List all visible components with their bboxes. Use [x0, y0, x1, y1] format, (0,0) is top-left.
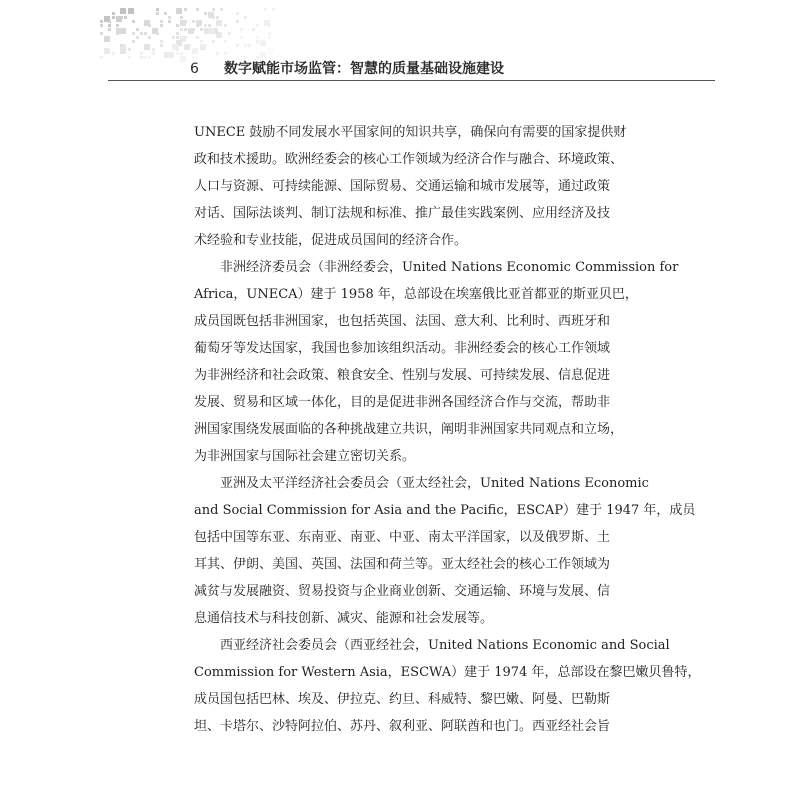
decoration-block: [124, 16, 127, 19]
page-number: 6: [190, 61, 199, 77]
text-line: 西亚经济社会委员会（西亚经社会，United Nations Economic and Social: [220, 638, 670, 653]
text-line: 对话、国际法谈判、制订法规和标准、推广最佳实践案例、应用经济及技: [194, 206, 611, 221]
decoration-block: [108, 28, 111, 31]
decoration-block: [116, 28, 122, 34]
decoration-block: [108, 24, 111, 27]
decoration-block: [224, 24, 227, 27]
decoration-block: [236, 44, 239, 47]
decoration-block: [256, 24, 259, 27]
text-line: 为非洲经济和社会政策、粮食安全、性别与发展、可持续发展、信息促进: [194, 368, 611, 383]
decoration-block: [160, 44, 163, 47]
running-title: 数字赋能市场监管：智慧的质量基础设施建设: [224, 61, 504, 77]
decoration-block: [196, 8, 199, 11]
decoration-block: [140, 56, 143, 59]
decoration-block: [200, 28, 203, 31]
decoration-block: [236, 12, 239, 15]
decoration-block: [196, 36, 199, 39]
decoration-block: [256, 40, 259, 43]
decoration-block: [228, 32, 231, 35]
decoration-block: [272, 8, 275, 11]
decoration-block: [136, 36, 139, 39]
decoration-block: [120, 44, 123, 47]
decoration-block: [100, 32, 103, 35]
text-line: 葡萄牙等发达国家，我国也参加该组织活动。非洲经委会的核心工作领域: [194, 341, 611, 356]
decoration-block: [108, 20, 111, 23]
decoration-block: [188, 28, 194, 34]
decoration-block: [144, 44, 150, 50]
decoration-block: [224, 40, 227, 43]
text-line: 耳其、伊朗、美国、英国、法国和荷兰等。亚太经社会的核心工作领域为: [194, 557, 611, 572]
decoration-block: [180, 28, 183, 31]
decoration-block: [140, 52, 143, 55]
text-line: 发展、贸易和区域一体化，目的是促进非洲各国经济合作与交流，帮助非: [194, 395, 611, 410]
text-line: 减贫与发展融资、贸易投资与企业商业创新、交通运输、环境与发展、信: [194, 584, 611, 599]
decoration-block: [128, 48, 131, 51]
decoration-block: [224, 52, 227, 55]
text-line: 成员国既包括非洲国家，也包括英国、法国、意大利、比利时、西班牙和: [194, 314, 611, 329]
running-header: [190, 58, 504, 80]
text-line: UNECE 鼓励不同发展水平国家间的知识共享，确保向有需要的国家提供财: [194, 125, 627, 140]
decoration-block: [236, 20, 239, 23]
text-line: and Social Commission for Asia and the Pacific，ESCAP）建于 1947 年，成员: [194, 503, 696, 518]
decoration-block: [156, 12, 159, 15]
decoration-block: [260, 40, 266, 46]
decoration-block: [244, 16, 247, 19]
decoration-block: [216, 20, 222, 26]
decoration-block: [168, 20, 171, 23]
decoration-block: [156, 8, 159, 11]
decoration-block: [180, 20, 186, 26]
decoration-block: [148, 36, 151, 39]
decoration-block: [144, 56, 147, 59]
text-line: 非洲经济委员会（非洲经委会，United Nations Economic Commission for: [220, 260, 679, 275]
text-line: 坦、卡塔尔、沙特阿拉伯、苏丹、叙利亚、阿联酋和也门。西亚经社会旨: [194, 719, 611, 734]
header-decoration-pattern: [100, 8, 280, 60]
paragraph-3: [194, 470, 696, 632]
decoration-block: [100, 56, 103, 59]
decoration-block: [268, 36, 271, 39]
decoration-block: [212, 40, 215, 43]
decoration-block: [100, 20, 103, 23]
decoration-block: [196, 20, 202, 26]
decoration-block: [132, 32, 135, 35]
decoration-block: [208, 24, 211, 27]
decoration-block: [216, 52, 219, 55]
decoration-block: [184, 8, 187, 11]
decoration-block: [136, 28, 139, 31]
decoration-block: [184, 28, 187, 31]
decoration-block: [216, 16, 219, 19]
decoration-block: [252, 28, 255, 31]
text-line: 息通信技术与科技创新、减灾、能源和社会发展等。: [194, 611, 494, 626]
decoration-block: [148, 24, 151, 27]
decoration-block: [104, 48, 110, 54]
text-line: 洲国家围绕发展面临的各种挑战建立共识，阐明非洲国家共同观点和立场，: [194, 422, 624, 437]
decoration-block: [268, 52, 271, 55]
decoration-block: [116, 16, 122, 22]
decoration-block: [156, 32, 159, 35]
decoration-block: [160, 24, 163, 27]
decoration-block: [104, 36, 110, 42]
decoration-block: [160, 20, 163, 23]
decoration-block: [132, 20, 135, 23]
decoration-block: [164, 12, 167, 15]
decoration-block: [168, 16, 171, 19]
decoration-block: [200, 44, 206, 50]
decoration-block: [264, 8, 267, 11]
decoration-block: [120, 48, 126, 54]
decoration-block: [176, 52, 179, 55]
decoration-block: [176, 36, 179, 39]
decoration-block: [176, 32, 179, 35]
header-rule: [108, 80, 715, 81]
decoration-block: [116, 24, 119, 27]
text-line: 术经验和专业技能，促进成员国间的经济合作。: [194, 233, 468, 248]
text-line: Africa，UNECA）建于 1958 年，总部设在埃塞俄比亚首都亚的斯亚贝巴，: [194, 287, 638, 302]
decoration-block: [172, 36, 175, 39]
decoration-block: [128, 8, 134, 14]
text-line: 亚洲及太平洋经济社会委员会（亚太经社会，United Nations Economic: [220, 476, 649, 491]
paragraph-1: [194, 119, 627, 254]
decoration-block: [248, 44, 251, 47]
decoration-block: [180, 16, 183, 19]
decoration-block: [192, 48, 198, 54]
decoration-block: [204, 12, 207, 15]
decoration-block: [172, 44, 178, 50]
decoration-block: [256, 36, 259, 39]
decoration-block: [112, 52, 115, 55]
decoration-block: [152, 52, 155, 55]
decoration-block: [120, 8, 126, 14]
decoration-block: [268, 32, 271, 35]
decoration-block: [240, 36, 243, 39]
decoration-block: [244, 44, 247, 47]
decoration-block: [240, 28, 243, 31]
paragraph-4: [194, 632, 701, 740]
body-text: [194, 119, 701, 740]
decoration-block: [176, 24, 179, 27]
text-line: 人口与资源、可持续能源、国际贸易、交通运输和城市发展等，通过政策: [194, 179, 611, 194]
decoration-block: [128, 56, 131, 59]
text-line: Commission for Western Asia，ESCWA）建于 1974 年，总部设在黎巴嫩贝鲁特，: [194, 665, 701, 680]
decoration-block: [112, 16, 115, 19]
decoration-block: [140, 32, 143, 35]
decoration-block: [176, 8, 182, 14]
decoration-block: [152, 48, 155, 51]
decoration-block: [112, 12, 115, 15]
paragraph-2: [194, 254, 679, 470]
decoration-block: [208, 28, 214, 34]
decoration-block: [212, 8, 215, 11]
decoration-block: [168, 52, 174, 58]
decoration-block: [204, 24, 207, 27]
decoration-block: [264, 20, 270, 26]
text-line: 包括中国等东亚、东南亚、南亚、中亚、南太平洋国家，以及俄罗斯、土: [194, 530, 611, 545]
text-line: 政和技术援助。欧洲经委会的核心工作领域为经济合作与融合、环境政策、: [194, 152, 624, 167]
decoration-block: [220, 8, 223, 11]
decoration-block: [132, 40, 135, 43]
decoration-block: [200, 40, 203, 43]
decoration-block: [192, 20, 195, 23]
decoration-block: [180, 52, 183, 55]
decoration-block: [144, 32, 147, 35]
text-line: 成员国包括巴林、埃及、伊拉克、约旦、科威特、黎巴嫩、阿曼、巴勒斯: [194, 692, 611, 707]
decoration-block: [188, 44, 191, 47]
decoration-block: [160, 40, 163, 43]
decoration-block: [180, 56, 186, 62]
decoration-block: [100, 24, 103, 27]
decoration-block: [208, 12, 214, 18]
text-line: 为非洲国家与国际社会建立密切关系。: [194, 449, 416, 464]
decoration-block: [148, 56, 151, 59]
